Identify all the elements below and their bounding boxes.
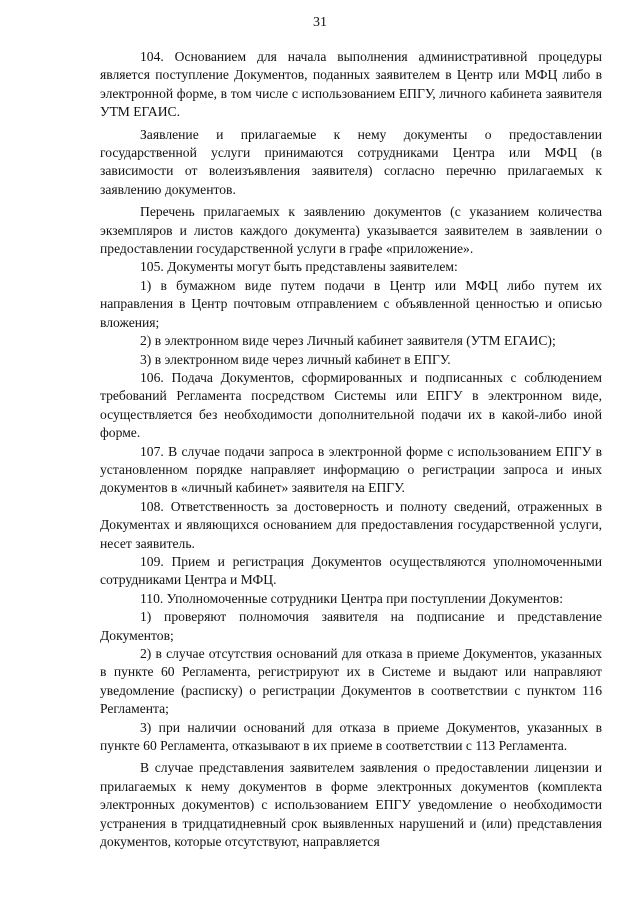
document-body [100, 48, 602, 851]
paragraph-109: 109. Прием и регистрация Документов осуществляются уполномоченными сотрудниками Центра и МФЦ. [100, 553, 602, 588]
paragraph-105: 105. Документы могут быть представлены заявителем: [140, 259, 458, 275]
list-item-electronic-epgu: 3) в электронном виде через личный кабинет в ЕПГУ. [140, 351, 451, 367]
paragraph-104: 104. Основанием для начала выполнения административной процедуры является поступление Документов, поданных заявителем в Центр или МФЦ либо в электронной форме, в том числе с использованием ЕПГУ, личного кабинета заявителя УТМ ЕГАИС. [100, 49, 602, 120]
paragraph-electronic-license-notice: В случае представления заявителем заявления о предоставлении лицензии и прилагаемых к нему документов в форме электронных документов (комплекта электронных документов) с использованием ЕПГУ уведомление о необходимости устранения в тридцатидневный срок выявленных нарушений и (или) представления документов, которые отсутствуют, направляется [100, 760, 602, 850]
list-item-electronic-utm: 2) в электронном виде через Личный кабинет заявителя (УТМ ЕГАИС); [140, 333, 556, 349]
list-item-check-authority: 1) проверяют полномочия заявителя на подписание и представление Документов; [100, 609, 602, 643]
list-item-paper-form: 1) в бумажном виде путем подачи в Центр или МФЦ либо путем их направления в Центр почтовым отправлением с объявленной ценностью и описью вложения; [100, 277, 602, 330]
paragraph-107: 107. В случае подачи запроса в электронной форме с использованием ЕПГУ в установленном порядке направляет информацию о регистрации запроса и иных документов в «личный кабинет» заявителя на ЕПГУ. [100, 443, 602, 496]
list-item-register-documents: 2) в случае отсутствия оснований для отказа в приеме Документов, указанных в пункте 60 Регламента, регистрируют их в Системе и выдают или направляют уведомление (расписку) о регистрации Документов в соответствии с пунктом 116 Регламента; [100, 646, 602, 717]
paragraph-106: 106. Подача Документов, сформированных и подписанных с соблюдением требований Регламента посредством Системы или ЕПГУ в электронном виде, осуществляется без необходимости дополнительной подачи их в какой-либо иной форме. [100, 369, 602, 441]
paragraph-108: 108. Ответственность за достоверность и полноту сведений, отраженных в Документах и являющихся основанием для предоставления государственной услуги, несет заявитель. [100, 498, 602, 551]
paragraph-attachments-list: Перечень прилагаемых к заявлению документов (с указанием количества экземпляров и листов каждого документа) указывается заявителем в заявлении о предоставлении государственной услуги в графе «приложение». [100, 204, 602, 257]
list-item-refuse-documents: 3) при наличии оснований для отказа в приеме Документов, указанных в пункте 60 Регламента, отказывают в их приеме в соответствии с 113 Регламента. [100, 719, 602, 754]
paragraph-application-acceptance: Заявление и прилагаемые к нему документы о предоставлении государственной услуги принимаются сотрудниками Центра или МФЦ (в зависимости от волеизъявления заявителя) согласно перечню прилагаемых к заявлению документов. [100, 126, 602, 197]
paragraph-110: 110. Уполномоченные сотрудники Центра при поступлении Документов: [140, 590, 563, 606]
page-number: 31 [313, 15, 327, 30]
